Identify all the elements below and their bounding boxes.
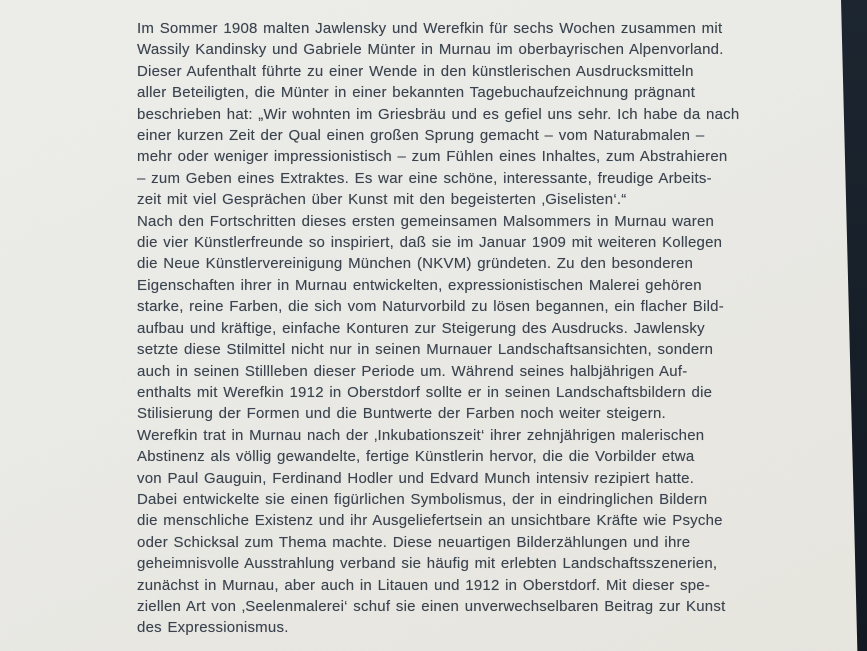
text-line: die menschliche Existenz und ihr Ausgeliefertsein an unsichtbare Kräfte wie Psyche <box>137 512 723 530</box>
text-line: Werefkin trat in Murnau nach der ‚Inkubationszeit‘ ihrer zehnjährigen malerischen <box>137 426 705 444</box>
text-line: geheimnisvolle Ausstrahlung verband sie häufig mit erlebten Landschaftsszenerien, <box>137 555 718 573</box>
text-line: setzte diese Stilmittel nicht nur in seinen Murnauer Landschaftsansichten, sondern <box>137 341 714 359</box>
text-line: aller Beteiligten, die Münter in einer bekannten Tagebuchaufzeichnung prägnant <box>137 84 696 102</box>
text-line: von Paul Gauguin, Ferdinand Hodler und Edvard Munch intensiv rezipiert hatte. <box>137 469 695 487</box>
text-line: Eigenschaften ihrer in Murnau entwickelten, expressionistischen Malerei gehören <box>137 276 702 294</box>
text-line: auch in seinen Stillleben dieser Periode um. Während seines halbjährigen Auf- <box>137 362 688 380</box>
text-line: Dabei entwickelte sie einen figürlichen Symbolismus, der in eindringlichen Bildern <box>137 490 708 508</box>
text-line: beschrieben hat: „Wir wohnten im Griesbräu und es gefiel uns sehr. Ich habe da nach <box>137 105 740 123</box>
text-line: starke, reine Farben, die sich vom Naturvorbild zu lösen begannen, ein flacher Bild- <box>137 298 724 316</box>
text-line: Dieser Aufenthalt führte zu einer Wende in den künstlerischen Ausdrucksmitteln <box>137 62 694 80</box>
text-line: mehr oder weniger impressionistisch – zum Fühlen eines Inhaltes, zum Abstrahieren <box>137 148 728 166</box>
text-line: zunächst in Murnau, aber auch in Litauen und 1912 in Oberstdorf. Mit dieser spe- <box>137 576 711 594</box>
text-line: Nach den Fortschritten dieses ersten gemeinsamen Malsommers in Murnau waren <box>137 212 715 230</box>
text-line: oder Schicksal zum Thema machte. Diese neuartigen Bilderzählungen und ihre <box>137 533 691 551</box>
wall-text <box>137 18 755 639</box>
text-line: die vier Künstlerfreunde so inspiriert, daß sie im Januar 1909 mit weiteren Kollegen <box>137 234 723 252</box>
text-line: die Neue Künstlervereinigung München (NKVM) gründeten. Zu den besonderen <box>137 255 694 273</box>
text-line: – zum Geben eines Extraktes. Es war eine schöne, interessante, freudige Arbeits- <box>137 169 712 187</box>
text-line: enthalts mit Werefkin 1912 in Oberstdorf sollte er in seinen Landschaftsbildern die <box>137 383 713 401</box>
wall-shadow-right-edge <box>841 0 867 651</box>
text-line: Im Sommer 1908 malten Jawlensky und Werefkin für sechs Wochen zusammen mit <box>137 20 723 37</box>
text-line: einer kurzen Zeit der Qual einen großen Sprung gemacht – vom Naturabmalen – <box>137 127 705 145</box>
text-line: ziellen Art von ‚Seelenmalerei‘ schuf sie einen unverwechselbaren Beitrag zur Kunst <box>137 597 726 615</box>
text-line: aufbau und kräftige, einfache Konturen zur Steigerung des Ausdrucks. Jawlensky <box>137 319 705 337</box>
text-line: Stilisierung der Formen und die Buntwerte der Farben noch weiter steigern. <box>137 405 666 423</box>
text-line: Abstinenz als völlig gewandelte, fertige Künstlerin hervor, die die Vorbilder etwa <box>137 448 695 466</box>
text-line: des Expressionismus. <box>137 619 289 637</box>
text-line: Wassily Kandinsky und Gabriele Münter in Murnau im oberbayrischen Alpenvorland. <box>137 41 724 59</box>
text-line: zeit mit viel Gesprächen über Kunst mit den begeisterten ‚Giselisten‘.“ <box>137 191 627 209</box>
